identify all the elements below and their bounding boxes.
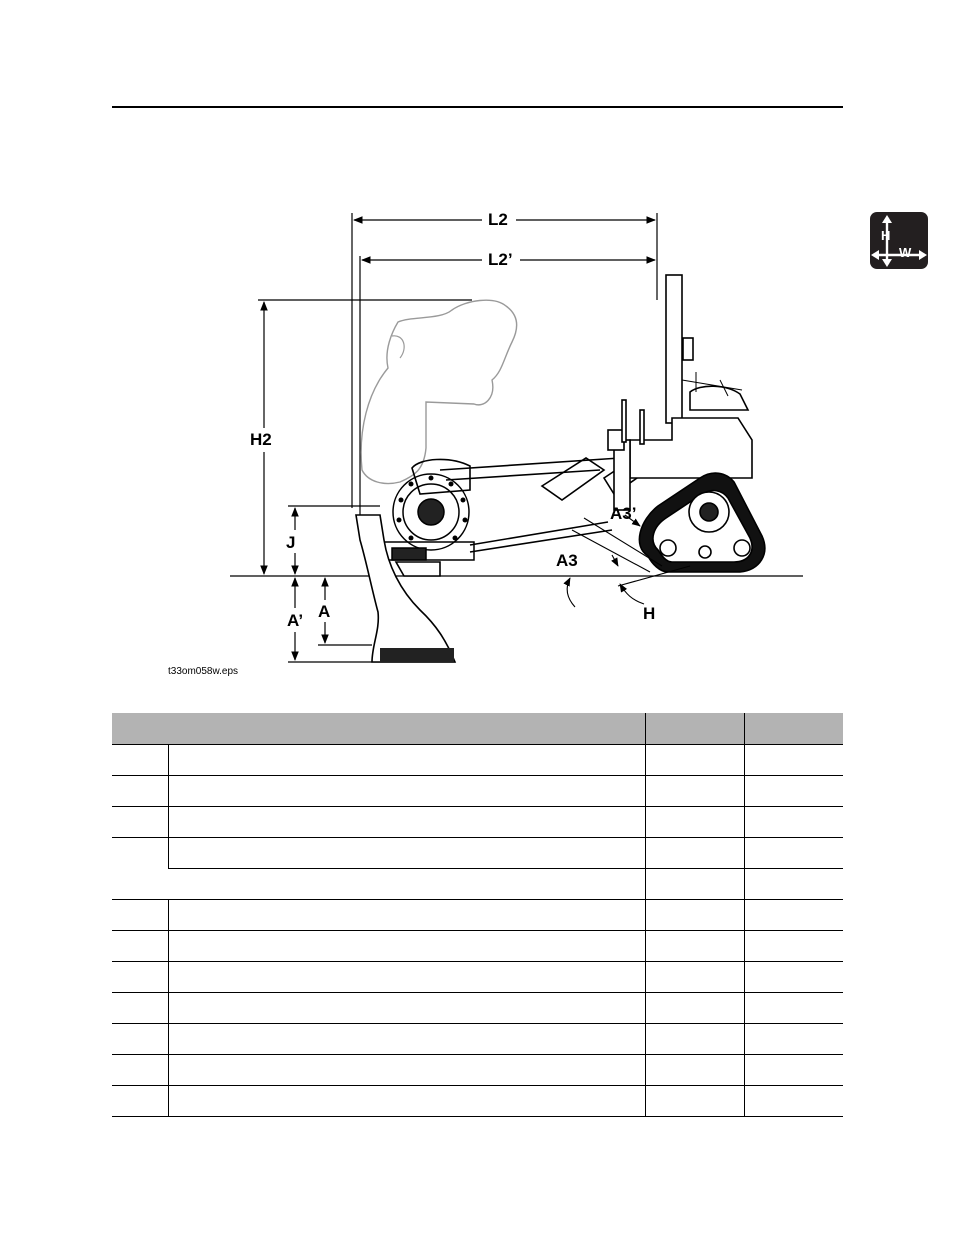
table-row [112,1086,843,1117]
table-row [112,745,843,776]
row-value-a [646,838,745,869]
dim-label-a3-prime: A3’ [610,504,637,523]
row-key [112,1086,168,1117]
row-value-a [646,1086,745,1117]
row-description [168,1086,646,1117]
row-value-a [646,776,745,807]
row-value-a [646,1055,745,1086]
dimension-spec-table [112,713,843,1117]
row-value-b [744,1024,843,1055]
row-description [168,1055,646,1086]
dim-label-a-prime: A’ [287,611,304,630]
row-description [168,807,646,838]
row-value-b [744,869,843,900]
table-row [112,1024,843,1055]
row-value-b [744,776,843,807]
dim-label-h2: H2 [250,430,272,449]
row-description [168,900,646,931]
row-value-b [744,993,843,1024]
table-row [112,838,843,869]
table-row [112,869,843,900]
row-description [168,869,646,900]
table-header-row [112,713,843,745]
row-value-a [646,993,745,1024]
row-key [112,1024,168,1055]
dim-label-j: J [286,533,296,552]
row-key [112,776,168,807]
row-value-a [646,962,745,993]
row-value-a [646,807,745,838]
row-key [112,993,168,1024]
row-description [168,962,646,993]
row-description [168,745,646,776]
header-unit-a [646,713,745,745]
table-row [112,962,843,993]
row-value-a [646,745,745,776]
row-key [112,962,168,993]
table-row [112,931,843,962]
dim-label-a: A [318,602,331,621]
row-key [112,931,168,962]
header-description [112,713,646,745]
row-value-a [646,1024,745,1055]
row-value-a [646,869,745,900]
figure-file-name: t33om058w.eps [168,666,239,677]
row-value-b [744,838,843,869]
row-description [168,931,646,962]
row-value-b [744,1086,843,1117]
row-description [168,1024,646,1055]
row-description [168,776,646,807]
row-value-b [744,1055,843,1086]
width-letter: W [899,245,912,260]
row-value-b [744,900,843,931]
row-description [168,993,646,1024]
table-row [112,776,843,807]
row-value-b [744,807,843,838]
row-description [168,838,646,869]
row-key [112,807,168,838]
row-value-b [744,962,843,993]
dim-label-l2-prime: L2’ [488,250,513,269]
header-unit-b [744,713,843,745]
row-value-b [744,745,843,776]
row-value-a [646,931,745,962]
dim-label-h: H [643,604,656,623]
table-row [112,807,843,838]
row-key [112,838,168,900]
table-row [112,993,843,1024]
height-letter: H [881,228,891,243]
row-key [112,745,168,776]
table-row [112,1055,843,1086]
table-row [112,900,843,931]
row-value-b [744,931,843,962]
row-value-a [646,900,745,931]
row-key [112,900,168,931]
row-key [112,1055,168,1086]
dim-label-l2: L2 [488,210,508,229]
dim-label-a3: A3 [556,551,578,570]
